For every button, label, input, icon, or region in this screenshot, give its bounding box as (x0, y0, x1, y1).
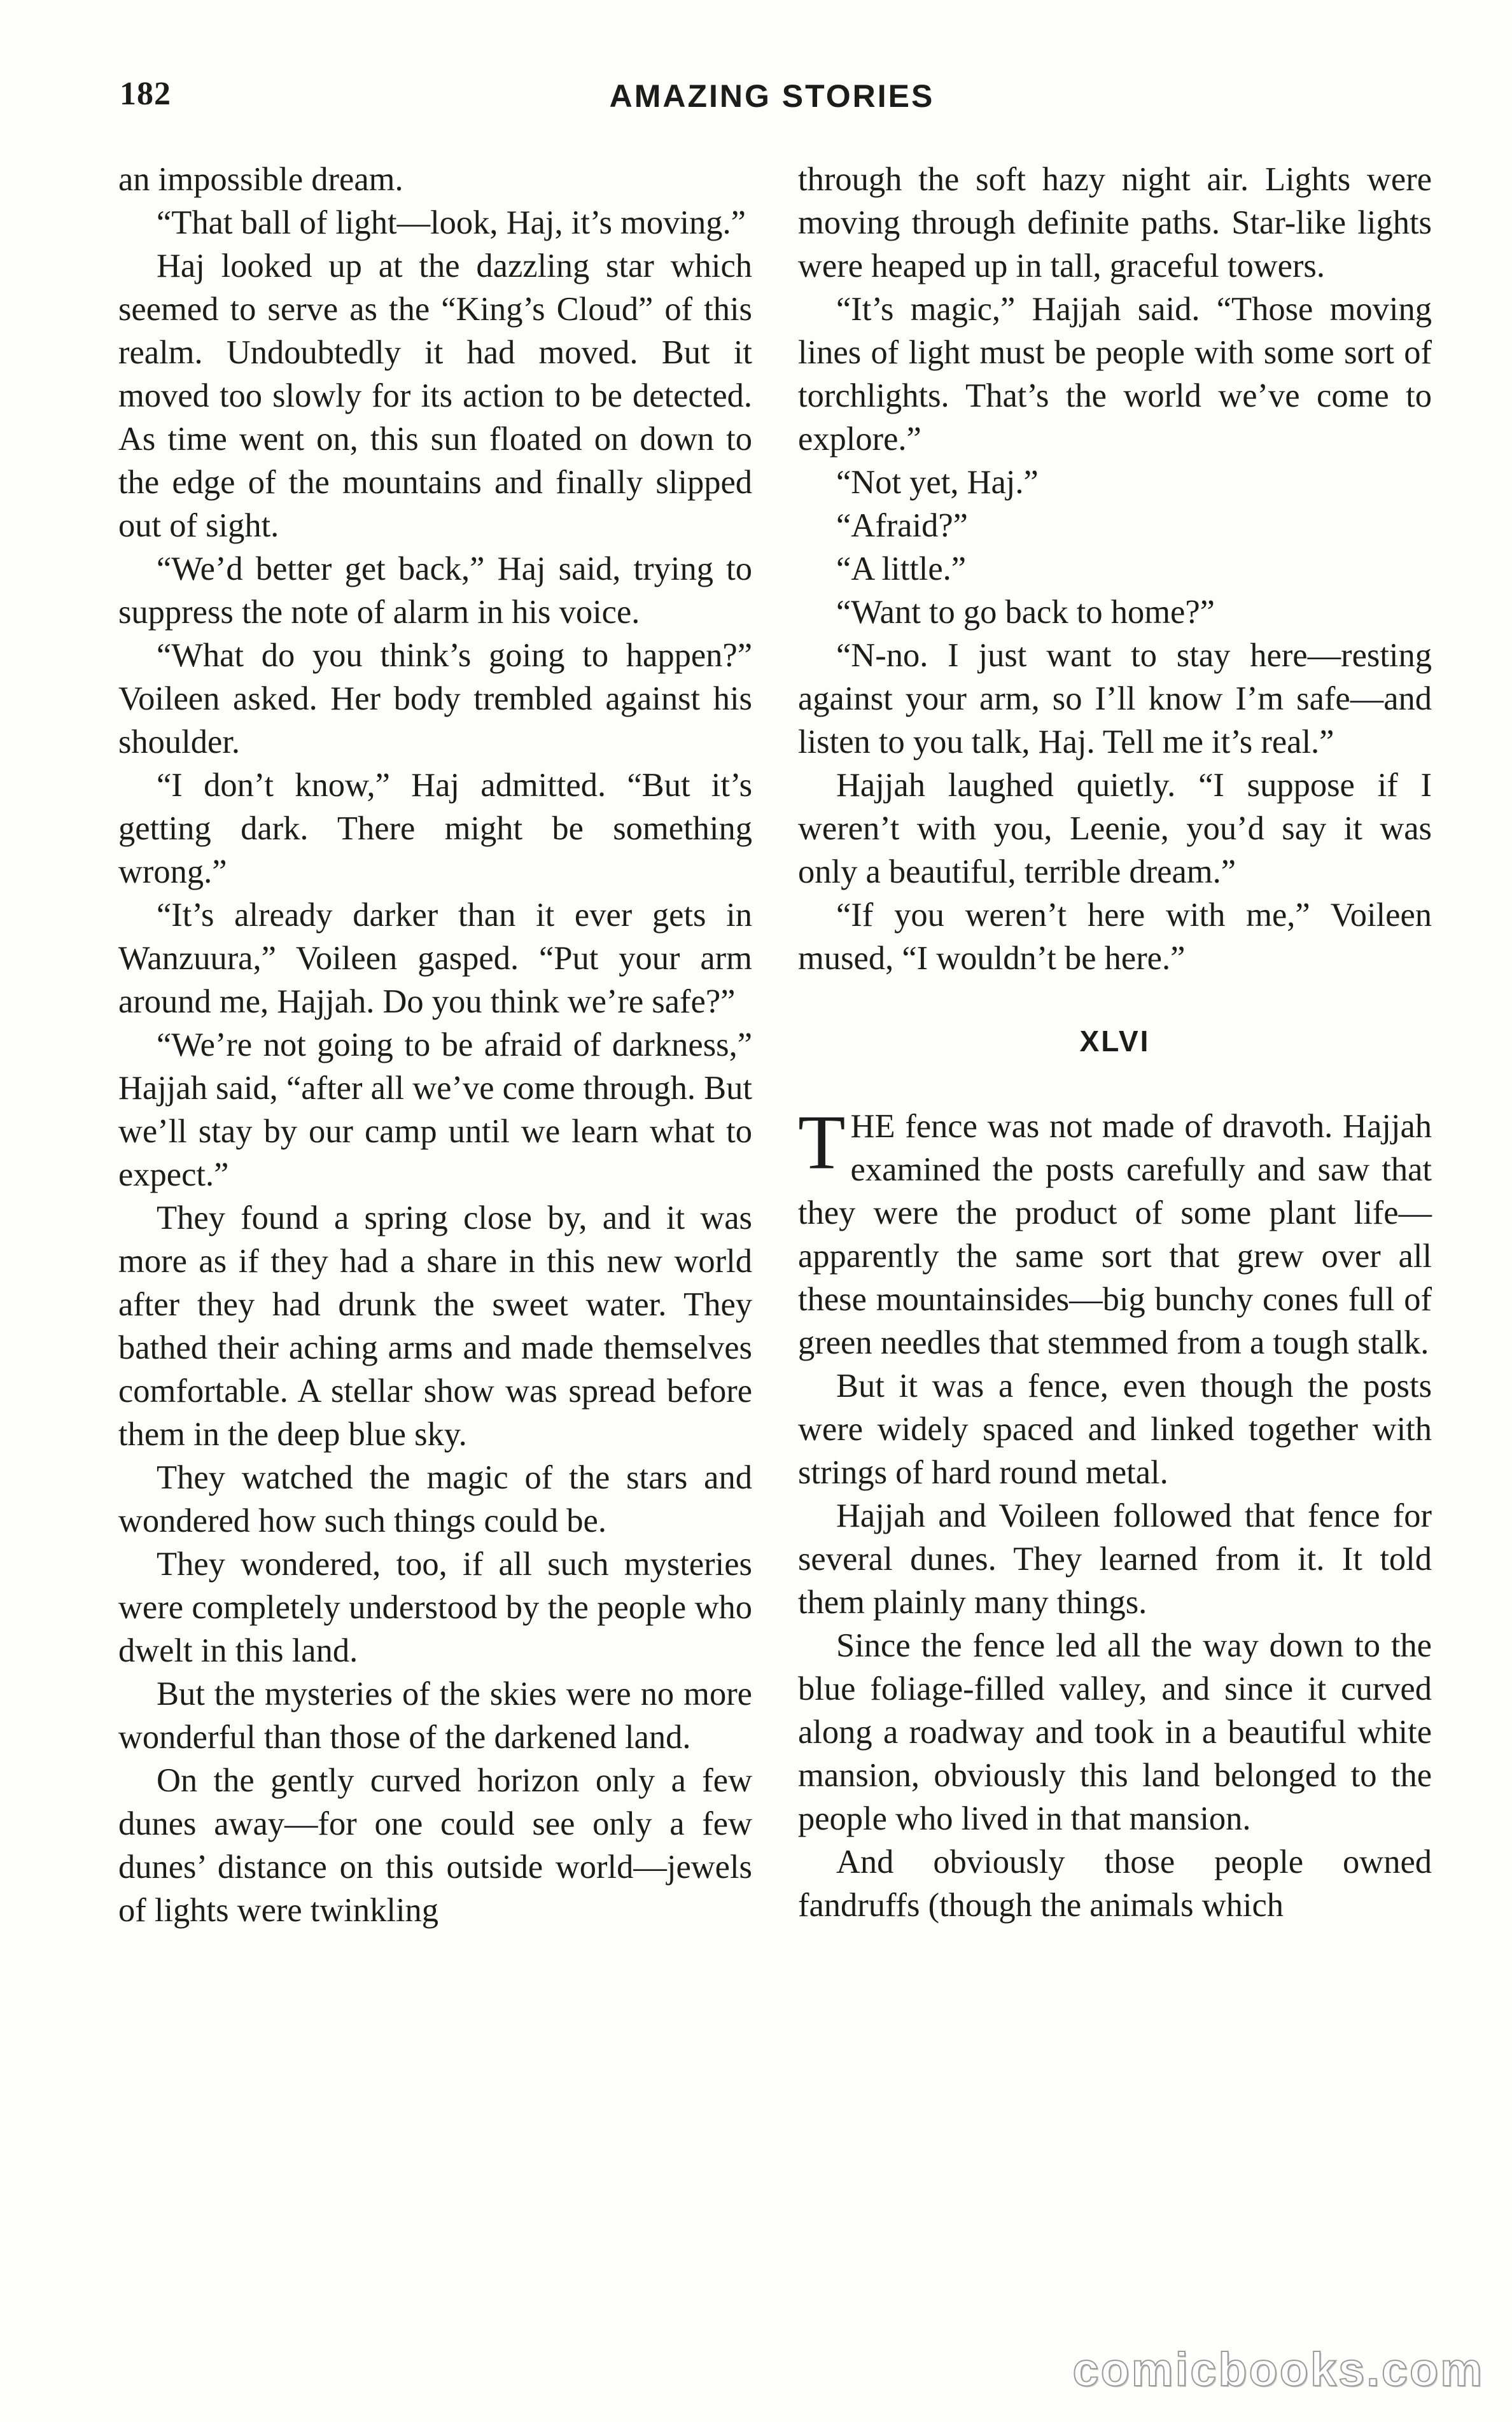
page-number: 182 (120, 76, 171, 112)
paragraph: “Not yet, Haj.” (836, 464, 1039, 501)
running-head: AMAZING STORIES (609, 78, 935, 114)
paragraph: Hajjah and Voileen followed that fence for several dunes. They learned from it. It told them plainly many things. (798, 1497, 1432, 1621)
paragraph: Since the fence led all the way down to the blue foliage-filled valley, and since it curved along a roadway and took in a beautiful white mansion, obviously this land belonged to the people who lived in that mansion. (798, 1627, 1432, 1837)
paragraph: “We’re not going to be afraid of darkness,” Hajjah said, “after all we’ve come through. But we’ll stay by our camp until we learn what to expect.” (118, 1026, 752, 1193)
paragraph: “A little.” (836, 550, 967, 587)
paragraph: an impossible dream. (118, 161, 403, 198)
paragraph: “Want to go back to home?” (836, 594, 1215, 631)
paragraph: On the gently curved horizon only a few dunes away—for one could see only a few dunes’ distance on this outside world—jewels of lights were twinkling (118, 1762, 752, 1929)
chapter-heading: XLVI (1079, 1025, 1151, 1058)
chapter-opening-text: HE fence was not made of dravoth. Hajjah examined the posts carefully and saw that they were the product of some plant life—apparently the same sort that grew over all these mountainsides—big bunchy cones full of green needles that stemmed from a tough stalk. (798, 1108, 1432, 1361)
paragraph: “If you weren’t here with me,” Voileen mused, “I wouldn’t be here.” (798, 897, 1432, 977)
paragraph: But the mysteries of the skies were no more wonderful than those of the darkened land. (118, 1676, 752, 1756)
page-header (120, 75, 1424, 126)
paragraph: They watched the magic of the stars and wondered how such things could be. (118, 1459, 752, 1539)
paragraph: And obviously those people owned fandruffs (though the animals which (798, 1844, 1432, 1924)
paragraph: “It’s magic,” Hajjah said. “Those moving lines of light must be people with some sort of torchlights. That’s the world we’ve come to explore.” (798, 291, 1432, 458)
paragraph: “It’s already darker than it ever gets in Wanzuura,” Voileen gasped. “Put your arm around me, Hajjah. Do you think we’re safe?” (118, 897, 752, 1020)
drop-cap: T (798, 1100, 846, 1186)
right-column (798, 158, 1432, 1927)
paragraph: Hajjah laughed quietly. “I suppose if I weren’t with you, Leenie, you’d say it was only a beautiful, terrible dream.” (798, 767, 1432, 890)
paragraph: “That ball of light—look, Haj, it’s moving.” (157, 204, 746, 241)
paragraph: They wondered, too, if all such mysteries were completely understood by the people who dwelt in this land. (118, 1546, 752, 1669)
paragraph: through the soft hazy night air. Lights were moving through definite paths. Star-like lights were heaped up in tall, graceful towers. (798, 161, 1432, 284)
paragraph: They found a spring close by, and it was more as if they had a share in this new world after they had drunk the sweet water. They bathed their aching arms and made themselves comfortable. A stellar show was spread before them in the deep blue sky. (118, 1200, 752, 1453)
left-column (118, 158, 752, 1932)
paragraph: Haj looked up at the dazzling star which seemed to serve as the “King’s Cloud” of this realm. Undoubtedly it had moved. But it moved too slowly for its action to be detected. As time went on, this sun floated on down to the edge of the mountains and finally slipped out of sight. (118, 248, 752, 544)
paragraph: “N-no. I just want to stay here—resting against your arm, so I’ll know I’m safe—and listen to you talk, Haj. Tell me it’s real.” (798, 637, 1432, 760)
chapter-opening-paragraph (798, 1100, 1432, 1364)
paragraph: “We’d better get back,” Haj said, trying to suppress the note of alarm in his voice. (118, 550, 752, 631)
site-watermark: comicbooks.com (1072, 2343, 1484, 2396)
paragraph: “I don’t know,” Haj admitted. “But it’s getting dark. There might be something wrong.” (118, 767, 752, 890)
paragraph: But it was a fence, even though the posts were widely spaced and linked together with strings of hard round metal. (798, 1368, 1432, 1491)
paragraph: “Afraid?” (836, 507, 968, 544)
paragraph: “What do you think’s going to happen?” Voileen asked. Her body trembled against his shoulder. (118, 637, 752, 760)
